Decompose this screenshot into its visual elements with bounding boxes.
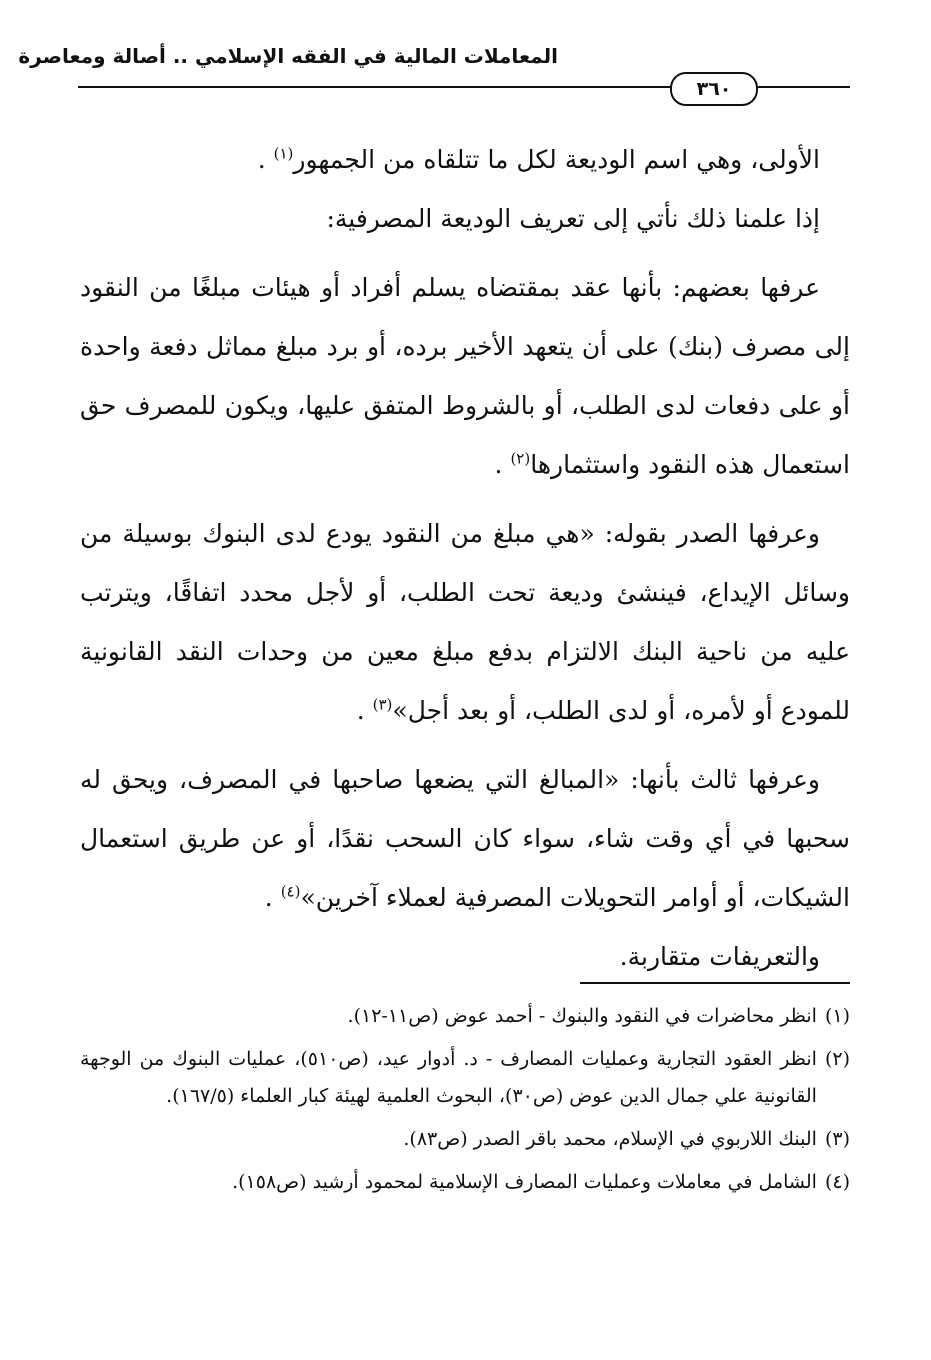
paragraph-6-text: والتعريفات متقاربة. (619, 942, 820, 971)
footnote-1-number: (١) (824, 1005, 850, 1027)
footnote-3 (80, 1121, 850, 1158)
page-number-badge (670, 72, 758, 106)
paragraph-5-text: وعرفها ثالث بأنها: «المبالغ التي يضعها صاحبها في المصرف، ويحق له سحبها في أي وقت شاء، سواء كان السحب نقدًا، أو عن طريق استعمال الشيكات، أو أوامر التحويلات المصرفية لعملاء آخرين» (80, 765, 850, 912)
footnote-2-text: انظر العقود التجارية وعمليات المصارف - د. أدوار عيد، (ص٥١٠)، عمليات البنوك من الوجهة القانونية علي جمال الدين عوض (ص٣٠)، البحوث العلمية لهيئة كبار العلماء (١٦٧/٥). (80, 1048, 817, 1107)
paragraph-1-end: . (257, 145, 266, 174)
footnote-4-text: الشامل في معاملات وعمليات المصارف الإسلامية لمحمود أرشيد (ص١٥٨). (232, 1171, 817, 1193)
page-number: ٣٦٠ (696, 78, 732, 100)
paragraph-6 (80, 927, 850, 986)
footnote-ref-1[interactable]: (١) (273, 144, 294, 163)
paragraph-4 (80, 504, 850, 740)
paragraph-5-end: . (264, 883, 273, 912)
footnote-4-number: (٤) (824, 1171, 850, 1193)
paragraph-2-text: إذا علمنا ذلك نأتي إلى تعريف الوديعة المصرفية: (326, 204, 820, 233)
footnote-3-text: البنك اللاربوي في الإسلام، محمد باقر الصدر (ص٨٣). (403, 1128, 817, 1150)
footnote-separator (580, 982, 850, 984)
paragraph-2 (80, 189, 850, 248)
footnote-2 (80, 1041, 850, 1115)
paragraph-3-end: . (494, 450, 503, 479)
body-text (80, 130, 850, 986)
footnote-2-number: (٢) (824, 1048, 850, 1070)
paragraph-3 (80, 258, 850, 494)
footnote-1 (80, 998, 850, 1035)
footnote-4 (80, 1164, 850, 1201)
paragraph-5 (80, 750, 850, 927)
paragraph-1-text: الأولى، وهي اسم الوديعة لكل ما تتلقاه من الجمهور (293, 145, 820, 174)
paragraph-1 (80, 130, 850, 189)
running-header-title: المعاملات المالية في الفقه الإسلامي .. أصالة ومعاصرة (18, 44, 558, 68)
footnotes (80, 998, 850, 1207)
footnote-ref-4[interactable]: (٤) (280, 882, 301, 901)
footnote-1-text: انظر محاضرات في النقود والبنوك - أحمد عوض (ص١١-١٢). (347, 1005, 817, 1027)
footnote-3-number: (٣) (824, 1128, 850, 1150)
paragraph-4-end: . (356, 696, 365, 725)
paragraph-4-text: وعرفها الصدر بقوله: «هي مبلغ من النقود يودع لدى البنوك بوسيلة من وسائل الإيداع، فينشئ وديعة تحت الطلب، أو لأجل محدد اتفاقًا، ويترتب عليه من ناحية البنك الالتزام بدفع مبلغ معين من وحدات النقد القانونية للمودع أو لأمره، أو لدى الطلب، أو بعد أجل» (80, 519, 850, 725)
footnote-ref-2[interactable]: (٢) (510, 449, 531, 468)
footnote-ref-3[interactable]: (٣) (372, 695, 393, 714)
paragraph-3-text: عرفها بعضهم: بأنها عقد بمقتضاه يسلم أفراد أو هيئات مبلغًا من النقود إلى مصرف (بنك) على أن يتعهد الأخير برده، أو برد مبلغ مماثل دفعة واحدة أو على دفعات لدى الطلب، أو بالشروط المتفق عليها، ويكون للمصرف حق استعمال هذه النقود واستثمارها (80, 273, 850, 479)
